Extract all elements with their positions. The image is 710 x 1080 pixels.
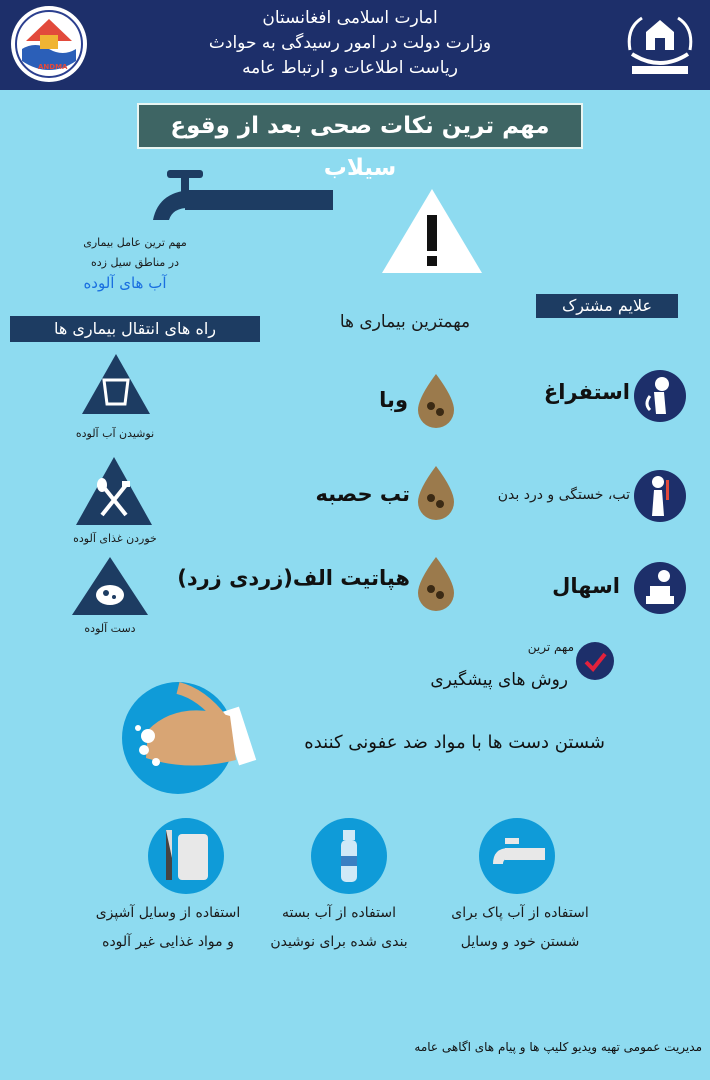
main-diseases-label: مهمترین بیماری ها <box>339 312 471 332</box>
fever-icon <box>634 470 686 522</box>
emblem-logo <box>622 10 698 82</box>
intro-line-2: در مناطق سیل زده <box>90 256 180 269</box>
transmission-label-1: نوشیدن آب آلوده <box>75 427 155 440</box>
symptom-label-2: تب، خستگی و درد بدن <box>497 487 630 503</box>
handwash-label: شستن دست ها با مواد ضد عفونی کننده <box>304 732 605 753</box>
header-line-2: وزارت دولت در امور رسیدگی به حوادث <box>208 33 492 53</box>
handwash-illustration <box>118 680 268 795</box>
vomiting-icon <box>634 370 686 422</box>
symptom-label-1: استفراغ <box>543 380 630 404</box>
header-line-3: ریاست اطلاعات و ارتباط عامه <box>242 58 458 78</box>
prevention-item-1-line-1: استفاده از آب پاک برای <box>451 905 589 921</box>
prevention-item-3-line-1: استفاده از وسایل آشپزی <box>95 905 241 921</box>
warning-icon <box>380 185 485 277</box>
prevention-item-2-line-1: استفاده از آب بسته <box>282 905 396 921</box>
header-line-1: امارت اسلامی افغانستان <box>262 8 438 28</box>
header-bar <box>0 0 710 90</box>
disease-name-2: تب حصبه <box>315 482 410 506</box>
water-bottle-icon <box>311 818 387 894</box>
symptom-label-3: اسهال <box>552 574 620 598</box>
dirty-hand-icon <box>70 555 150 617</box>
diarrhea-icon <box>634 562 686 614</box>
prevention-item-3-line-2: و مواد غذایی غیر آلوده <box>102 934 234 950</box>
footer-credit: مدیریت عمومی تهیه ویدیو کلیپ ها و پیام های اگاهی عامه <box>414 1040 702 1054</box>
prevention-item-1-line-2: شستن خود و وسایل <box>460 934 580 950</box>
transmission-label-2: خوردن غذای آلوده <box>73 532 157 545</box>
checkmark-icon <box>576 642 614 680</box>
page-title: مهم ترین نکات صحی بعد از وقوع سیلاب <box>137 103 583 149</box>
glass-icon <box>80 352 152 416</box>
contaminated-water-highlight: آب های آلوده <box>83 274 167 292</box>
intro-line-1: مهم ترین عامل بیماری <box>83 236 187 249</box>
virus-drop-icon <box>414 372 458 432</box>
andma-logo <box>10 5 88 83</box>
transmission-label: راه های انتقال بیماری ها <box>10 316 260 342</box>
andma-logo-text: ANDMA <box>38 63 68 71</box>
virus-drop-icon <box>414 555 458 615</box>
faucet-icon <box>145 168 335 238</box>
disease-name-1: وبا <box>379 388 408 412</box>
spoon-fork-icon <box>74 455 154 527</box>
cutting-board-icon <box>148 818 224 894</box>
disease-name-3: هپاتیت الف(زردی زرد) <box>177 566 410 590</box>
prevention-title: روش های پیشگیری <box>430 670 568 690</box>
transmission-label-3: دست آلوده <box>84 622 136 635</box>
prevention-small-label: مهم ترین <box>527 640 574 654</box>
virus-drop-icon <box>414 464 458 524</box>
common-signs-label: علایم مشترک <box>536 294 678 318</box>
prevention-item-2-line-2: بندی شده برای نوشیدن <box>270 934 408 950</box>
tap-icon <box>479 818 555 894</box>
